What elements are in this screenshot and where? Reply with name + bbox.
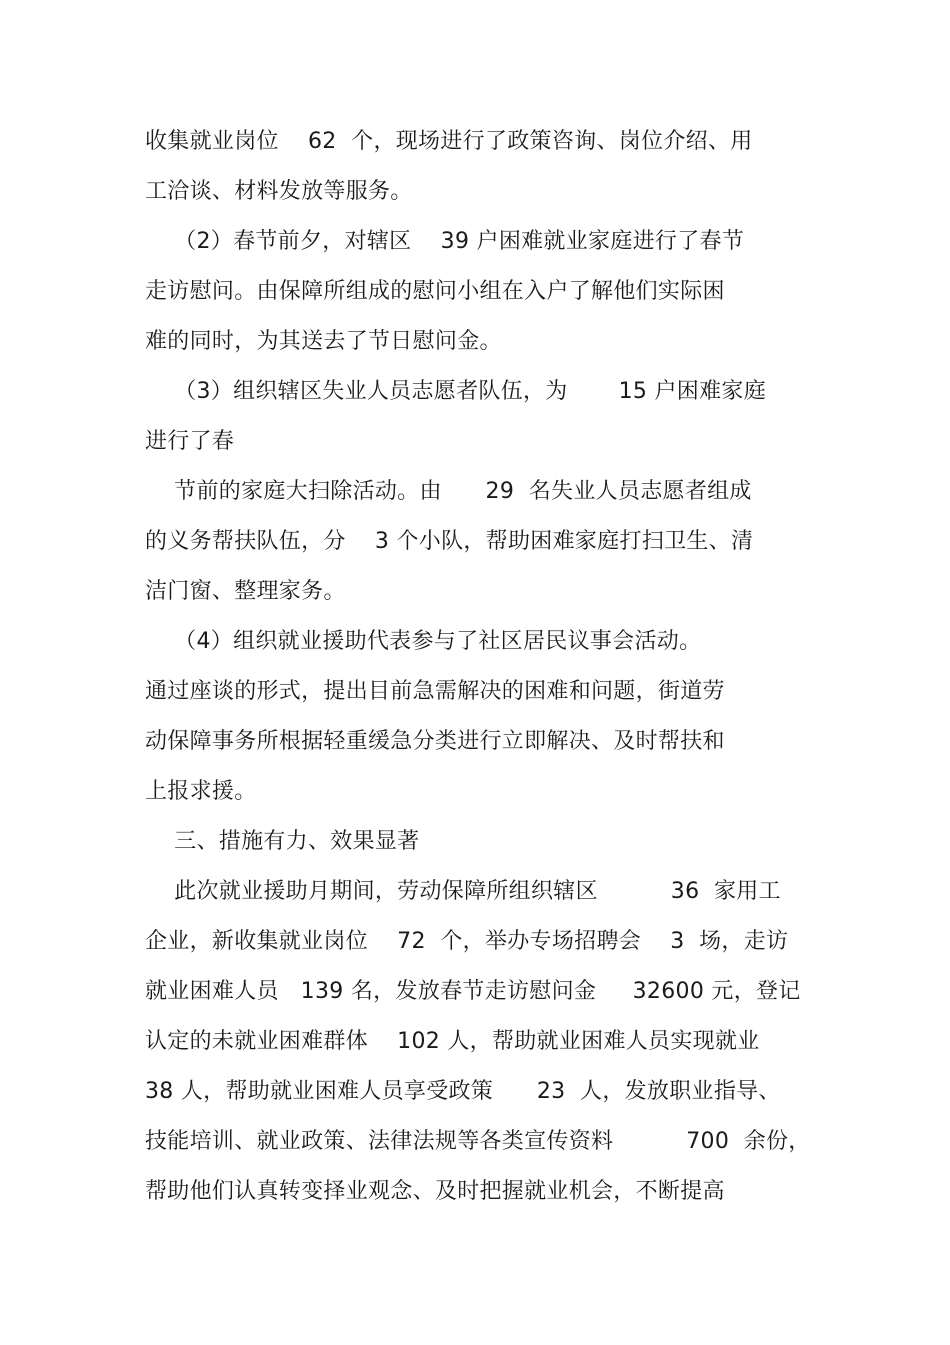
section-heading: 三、措施有力、效果显著 bbox=[145, 829, 420, 854]
text-line: 收集就业岗位 62 个，现场进行了政策咨询、岗位介绍、用 bbox=[145, 129, 753, 154]
text-line: 企业，新收集就业岗位 72 个，举办专场招聘会 3 场，走访 bbox=[145, 929, 789, 954]
text-line: 就业困难人员 139 名，发放春节走访慰问金 32600 元，登记 bbox=[145, 979, 801, 1004]
text-line: 上报求援。 bbox=[145, 779, 257, 804]
text-line: 难的同时，为其送去了节日慰问金。 bbox=[145, 329, 502, 354]
text-line: （2）春节前夕，对辖区 39 户困难就业家庭进行了春节 bbox=[145, 229, 745, 254]
text-line: 认定的未就业困难群体 102 人，帮助就业困难人员实现就业 bbox=[145, 1029, 760, 1054]
text-line: 走访慰问。由保障所组成的慰问小组在入户了解他们实际困 bbox=[145, 279, 725, 304]
text-line: 动保障事务所根据轻重缓急分类进行立即解决、及时帮扶和 bbox=[145, 729, 725, 754]
text-line: 的义务帮扶队伍，分 3 个小队，帮助困难家庭打扫卫生、清 bbox=[145, 529, 754, 554]
text-line: 工洽谈、材料发放等服务。 bbox=[145, 179, 413, 204]
text-line: 进行了春 bbox=[145, 429, 235, 454]
text-line: 通过座谈的形式，提出目前急需解决的困难和问题，街道劳 bbox=[145, 679, 725, 704]
text-line: 38 人，帮助就业困难人员享受政策 23 人，发放职业指导、 bbox=[145, 1079, 781, 1104]
text-line: （3）组织辖区失业人员志愿者队伍，为 15 户困难家庭 bbox=[145, 379, 767, 404]
text-line: 此次就业援助月期间，劳动保障所组织辖区 36 家用工 bbox=[145, 879, 781, 904]
text-line: 节前的家庭大扫除活动。由 29 名失业人员志愿者组成 bbox=[145, 479, 752, 504]
text-line: （4）组织就业援助代表参与了社区居民议事会活动。 bbox=[145, 629, 702, 654]
text-line: 技能培训、就业政策、法律法规等各类宣传资料 700 余份， bbox=[145, 1129, 811, 1154]
text-line: 洁门窗、整理家务。 bbox=[145, 579, 346, 604]
text-line: 帮助他们认真转变择业观念、及时把握就业机会，不断提高 bbox=[145, 1179, 725, 1204]
